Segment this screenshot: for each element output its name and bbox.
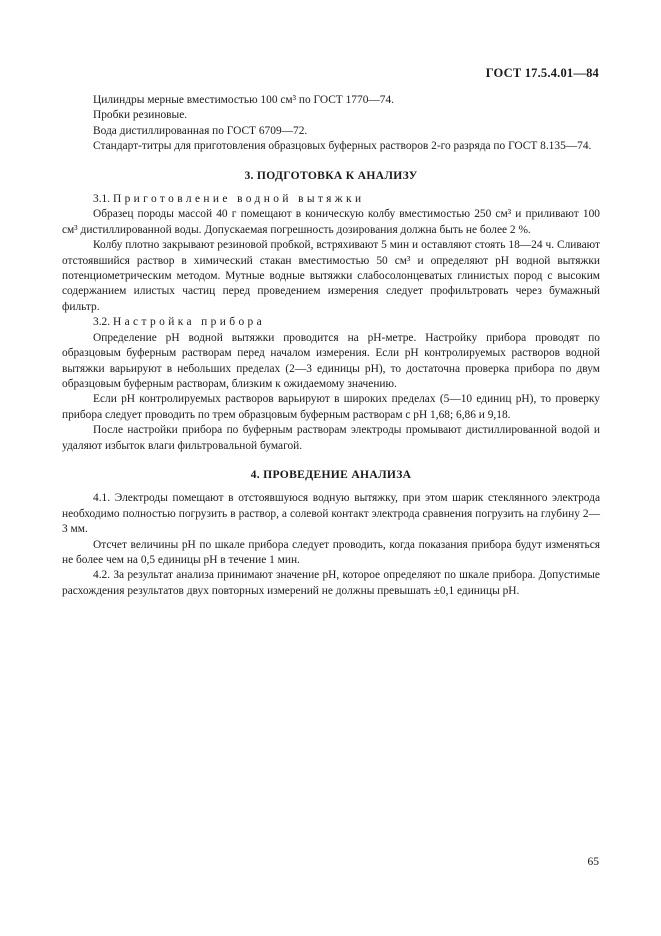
paragraph: Если рН контролируемых растворов варьируют в широких пределах (5—10 единиц рН), то проверку прибора следует проводить по трем образцовым буферным растворам с рН 1,68; 6,86 и 9,18. xyxy=(62,393,600,421)
document-code-header: ГОСТ 17.5.4.01—84 xyxy=(485,66,599,80)
paragraph: Отсчет величины рН по шкале прибора следует проводить, когда показания прибора будут изменяться не более чем на 0,5 единицы рН в течение 1 мин. xyxy=(62,538,600,566)
subsection-3-1-heading xyxy=(62,192,600,207)
section-4-heading: 4. ПРОВЕДЕНИЕ АНАЛИЗА xyxy=(250,467,412,481)
materials-item: Вода дистиллированная по ГОСТ 6709—72. xyxy=(93,124,308,137)
materials-item: Цилиндры мерные вместимостью 100 см³ по ГОСТ 1770—74. xyxy=(93,94,395,106)
subsection-number: 3.2. xyxy=(93,316,111,329)
materials-item: Пробки резиновые. xyxy=(93,109,188,122)
paragraph: Образец породы массой 40 г помещают в коническую колбу вместимостью 250 см³ и приливают 100 см³ дистиллированной воды. Допускаемая погрешность дозирования должна быть не более 2 %. xyxy=(62,208,600,236)
materials-item: Стандарт-титры для приготовления образцовых буферных растворов 2-го разряда по ГОСТ 8.135—74. xyxy=(93,140,592,153)
paragraph: Колбу плотно закрывают резиновой пробкой, встряхивают 5 мин и оставляют стоять 18—24 ч. Сливают отстоявшийся раствор в химический стакан вместимостью 50 см³ и определяют рН водной вытяжки потенциометрическим методом. Мутные водные вытяжки слабосолонцеватых глинистых пород с высоким содержанием илистых частиц перед проведением измерения следует профильтровать через бумажный фильтр. xyxy=(62,239,600,313)
document-body xyxy=(62,93,600,599)
section-3-heading: 3. ПОДГОТОВКА К АНАЛИЗУ xyxy=(244,168,418,182)
subsection-number: 3.1. xyxy=(93,193,111,206)
paragraph: 4.2. За результат анализа принимают значение рН, которое определяют по шкале прибора. Допустимые расхождения результатов двух повторных измерений не должны превышать ±0,1 единицы рН. xyxy=(62,569,600,597)
paragraph: Определение рН водной вытяжки проводится на рН-метре. Настройку прибора проводят по образцовым буферным растворам перед началом измерения. Если рН контролируемых растворов водной вытяжки варьируют в небольших пределах (2—3 единицы рН), то достаточна проверка прибора по двум образцовым буферным растворам, близким к ожидаемому значению. xyxy=(62,331,600,390)
paragraph: 4.1. Электроды помещают в отстоявшуюся водную вытяжку, при этом шарик стеклянного электрода необходимо полностью погрузить в раствор, а солевой контакт электрода сравнения погрузить на глубину 2—3 мм. xyxy=(62,492,600,536)
subsection-3-2-heading xyxy=(62,315,600,330)
paragraph: После настройки прибора по буферным растворам электроды промывают дистиллированной водой и удаляют избыток влаги фильтровальной бумагой. xyxy=(62,424,600,452)
page-number: 65 xyxy=(587,856,599,868)
subsection-title: Настройка прибора xyxy=(112,316,266,329)
subsection-title: Приготовление водной вытяжки xyxy=(112,193,365,206)
